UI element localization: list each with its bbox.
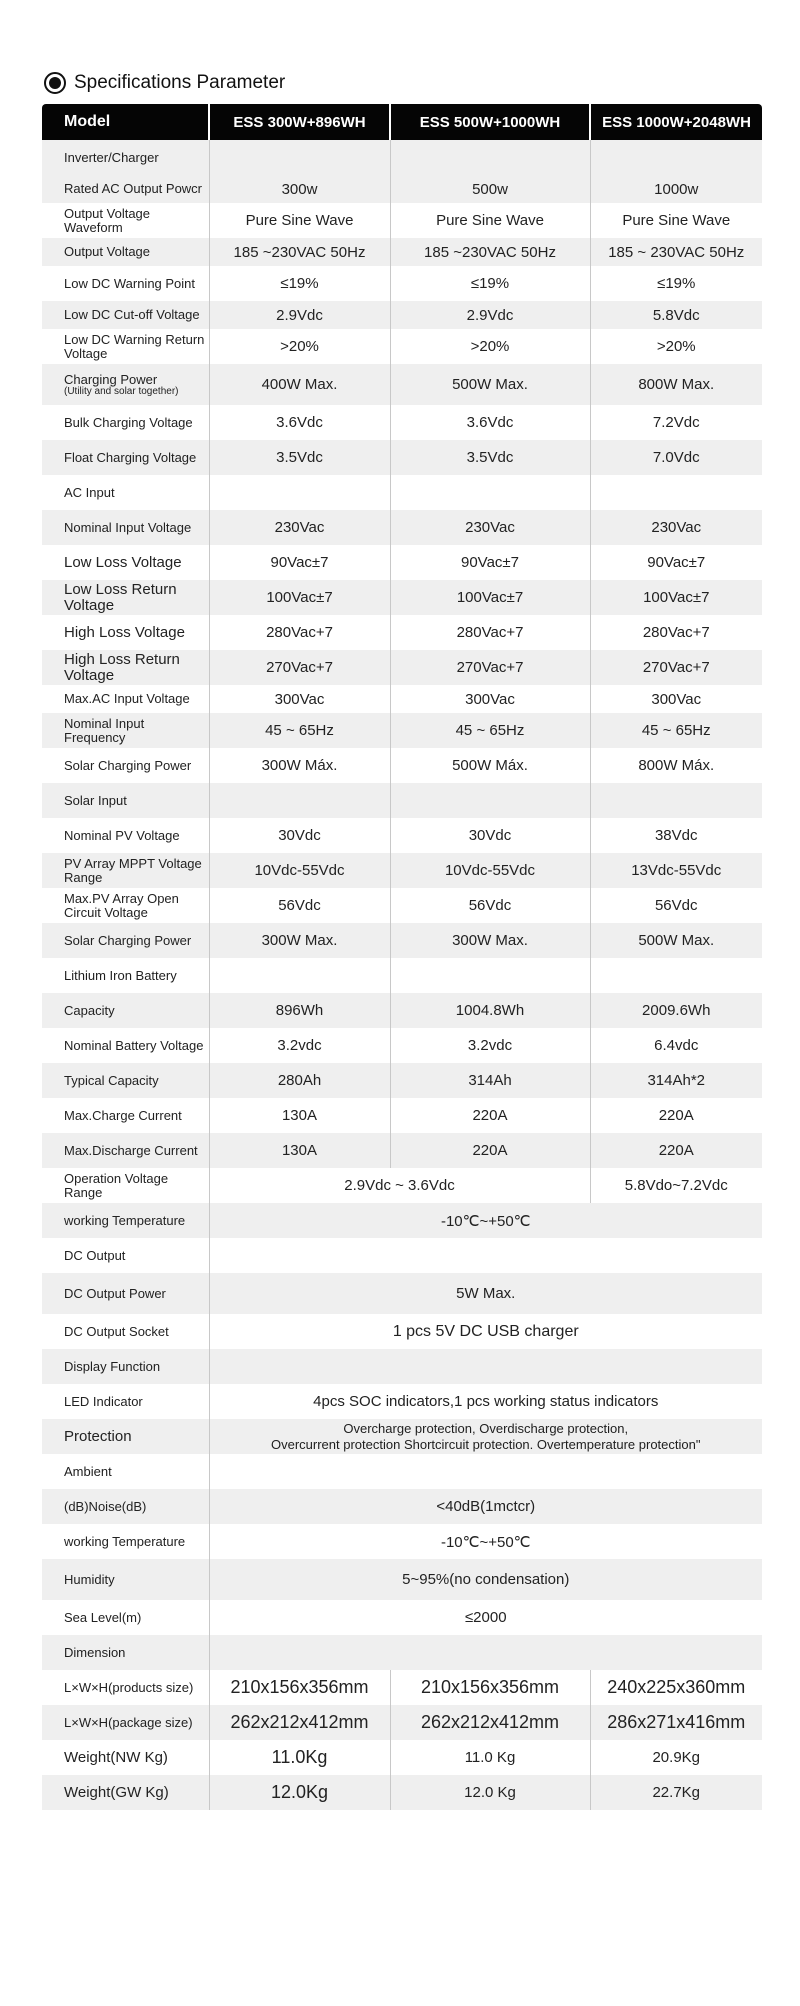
row-label: Typical Capacity — [42, 1063, 209, 1098]
row-label: L×W×H(products size) — [42, 1670, 209, 1705]
cell-value: 280Ah — [209, 1063, 390, 1098]
cell-value: 220A — [390, 1098, 590, 1133]
row-label: Nominal Input Frequency — [42, 713, 209, 748]
section-row — [42, 1635, 762, 1670]
cell-value: 300W Max. — [209, 923, 390, 958]
row-label: Low DC Warning Return Voltage — [42, 329, 209, 364]
cell-value: 56Vdc — [209, 888, 390, 923]
table-row — [42, 1168, 762, 1203]
table-row — [42, 1063, 762, 1098]
row-label: (dB)Noise(dB) — [42, 1489, 209, 1524]
table-row — [42, 301, 762, 329]
table-row — [42, 238, 762, 266]
table-row — [42, 1133, 762, 1168]
header-ess-500: ESS 500W+1000WH — [390, 104, 590, 140]
table-row — [42, 748, 762, 783]
cell-value: 280Vac+7 — [209, 615, 390, 650]
table-row — [42, 1203, 762, 1238]
cell-value: 262x212x412mm — [209, 1705, 390, 1740]
cell-value: 800W Max. — [590, 364, 762, 405]
row-label: Float Charging Voltage — [42, 440, 209, 475]
cell-value: 220A — [590, 1133, 762, 1168]
row-label: working Temperature — [42, 1203, 209, 1238]
row-label: PV Array MPPT Voltage Range — [42, 853, 209, 888]
row-label — [42, 364, 209, 405]
section-display-function: Display Function — [42, 1349, 209, 1384]
charging-power-sublabel: (Utility and solar together) — [64, 385, 179, 397]
section-row — [42, 1238, 762, 1273]
cell-value: 1 pcs 5V DC USB charger — [209, 1314, 762, 1349]
radio-bullet-icon — [44, 72, 66, 94]
cell-value: 280Vac+7 — [390, 615, 590, 650]
cell-value: 230Vac — [390, 510, 590, 545]
row-label: Capacity — [42, 993, 209, 1028]
row-label: Max.Discharge Current — [42, 1133, 209, 1168]
cell-value: 7.2Vdc — [590, 405, 762, 440]
cell-value: 400W Max. — [209, 364, 390, 405]
protection-line-2: Overcurrent protection Shortcircuit protection. Overtemperature protection" — [271, 1436, 701, 1452]
cell-value: 500W Max. — [390, 364, 590, 405]
cell-value: 1004.8Wh — [390, 993, 590, 1028]
cell-value: 7.0Vdc — [590, 440, 762, 475]
cell-value: ≤2000 — [209, 1600, 762, 1635]
table-row — [42, 1098, 762, 1133]
cell-value: 185 ~230VAC 50Hz — [209, 238, 390, 266]
cell-value: 56Vdc — [390, 888, 590, 923]
section-inverter-charger: Inverter/Charger — [42, 140, 209, 175]
cell-value: 3.2vdc — [209, 1028, 390, 1063]
header-ess-1000: ESS 1000W+2048WH — [590, 104, 762, 140]
row-label: Output Voltage Waveform — [42, 203, 209, 238]
cell-value: 3.6Vdc — [390, 405, 590, 440]
row-label: Solar Charging Power — [42, 923, 209, 958]
cell-value: 280Vac+7 — [590, 615, 762, 650]
section-row — [42, 958, 762, 993]
table-row — [42, 615, 762, 650]
table-row — [42, 888, 762, 923]
row-label: Weight(GW Kg) — [42, 1775, 209, 1810]
cell-value: 22.7Kg — [590, 1775, 762, 1810]
cell-value: 2009.6Wh — [590, 993, 762, 1028]
cell-value: 286x271x416mm — [590, 1705, 762, 1740]
table-row — [42, 1419, 762, 1454]
cell-value: 45 ~ 65Hz — [209, 713, 390, 748]
heading-title: Specifications Parameter — [74, 72, 286, 93]
cell-value: 500W Máx. — [390, 748, 590, 783]
cell-value: 90Vac±7 — [209, 545, 390, 580]
table-row — [42, 1314, 762, 1349]
cell-value: 220A — [390, 1133, 590, 1168]
cell-value: 4pcs SOC indicators,1 pcs working status indicators — [209, 1384, 762, 1419]
section-ambient: Ambient — [42, 1454, 209, 1489]
cell-value: 300Vac — [590, 685, 762, 713]
cell-value: 5W Max. — [209, 1273, 762, 1314]
row-label: Operation Voltage Range — [42, 1168, 209, 1203]
cell-value: 1000w — [590, 175, 762, 203]
table-row — [42, 993, 762, 1028]
section-ac-input: AC Input — [42, 475, 209, 510]
row-label: Max.AC Input Voltage — [42, 685, 209, 713]
section-row — [42, 475, 762, 510]
cell-value: 314Ah — [390, 1063, 590, 1098]
protection-line-1: Overcharge protection, Overdischarge protection, — [343, 1420, 629, 1436]
row-label: Low Loss Voltage — [42, 545, 209, 580]
row-label: Output Voltage — [42, 238, 209, 266]
cell-value: 300Vac — [209, 685, 390, 713]
table-row — [42, 923, 762, 958]
row-label: High Loss Voltage — [42, 615, 209, 650]
cell-value: 185 ~230VAC 50Hz — [390, 238, 590, 266]
table-row — [42, 1273, 762, 1314]
cell-value: 3.2vdc — [390, 1028, 590, 1063]
cell-value: 30Vdc — [209, 818, 390, 853]
table-row — [42, 580, 762, 615]
cell-value: 12.0 Kg — [390, 1775, 590, 1810]
row-label: L×W×H(package size) — [42, 1705, 209, 1740]
table-row — [42, 405, 762, 440]
cell-value: 210x156x356mm — [209, 1670, 390, 1705]
cell-value: 5.8Vdc — [590, 301, 762, 329]
row-label: Max.PV Array Open Circuit Voltage — [42, 888, 209, 923]
header-ess-300: ESS 300W+896WH — [209, 104, 390, 140]
cell-value: 230Vac — [590, 510, 762, 545]
table-header-row — [42, 104, 762, 140]
row-label: working Temperature — [42, 1524, 209, 1559]
table-row — [42, 1600, 762, 1635]
table-row — [42, 1740, 762, 1775]
row-label: Rated AC Output Powcr — [42, 175, 209, 203]
section-solar-input: Solar Input — [42, 783, 209, 818]
row-label: Low DC Cut-off Voltage — [42, 301, 209, 329]
cell-value: >20% — [590, 329, 762, 364]
table-row — [42, 818, 762, 853]
cell-value: 240x225x360mm — [590, 1670, 762, 1705]
section-row — [42, 1454, 762, 1489]
section-lithium-iron-battery: Lithium Iron Battery — [42, 958, 209, 993]
cell-value: 20.9Kg — [590, 1740, 762, 1775]
row-label: Sea Level(m) — [42, 1600, 209, 1635]
cell-value: 130A — [209, 1133, 390, 1168]
table-row — [42, 203, 762, 238]
table-row — [42, 1670, 762, 1705]
cell-value: 500W Max. — [590, 923, 762, 958]
cell-value: 100Vac±7 — [209, 580, 390, 615]
cell-value: 10Vdc-55Vdc — [390, 853, 590, 888]
cell-value: ≤19% — [390, 266, 590, 301]
row-label: Nominal Input Voltage — [42, 510, 209, 545]
spec-heading — [44, 68, 285, 98]
table-row — [42, 266, 762, 301]
cell-value: 45 ~ 65Hz — [390, 713, 590, 748]
cell-value: 130A — [209, 1098, 390, 1133]
table-row — [42, 1775, 762, 1810]
table-row — [42, 545, 762, 580]
cell-value: >20% — [209, 329, 390, 364]
cell-value: Pure Sine Wave — [209, 203, 390, 238]
cell-value: 2.9Vdc — [390, 301, 590, 329]
row-label: Solar Charging Power — [42, 748, 209, 783]
section-row — [42, 1349, 762, 1384]
cell-value: >20% — [390, 329, 590, 364]
cell-value: 5~95%(no condensation) — [209, 1559, 762, 1600]
cell-value: 300W Máx. — [209, 748, 390, 783]
row-label: Humidity — [42, 1559, 209, 1600]
cell-value: 45 ~ 65Hz — [590, 713, 762, 748]
table-row — [42, 175, 762, 203]
cell-value: 500w — [390, 175, 590, 203]
row-label: Protection — [42, 1419, 209, 1454]
table-row — [42, 853, 762, 888]
table-row — [42, 364, 762, 405]
row-label: Nominal PV Voltage — [42, 818, 209, 853]
row-label: Bulk Charging Voltage — [42, 405, 209, 440]
table-row — [42, 329, 762, 364]
cell-value: Pure Sine Wave — [590, 203, 762, 238]
cell-value: 300W Max. — [390, 923, 590, 958]
cell-value: -10℃~+50℃ — [209, 1203, 762, 1238]
header-model: Model — [42, 104, 209, 140]
table-row — [42, 1384, 762, 1419]
cell-value: 300w — [209, 175, 390, 203]
cell-value: 270Vac+7 — [390, 650, 590, 685]
charging-power-label: Charging Power — [64, 371, 158, 387]
table-row — [42, 1489, 762, 1524]
section-dc-output: DC Output — [42, 1238, 209, 1273]
table-row — [42, 1524, 762, 1559]
specifications-table — [42, 104, 762, 1810]
table-row — [42, 713, 762, 748]
cell-value: 3.6Vdc — [209, 405, 390, 440]
cell-value: 262x212x412mm — [390, 1705, 590, 1740]
cell-value: 2.9Vdc — [209, 301, 390, 329]
section-dimension: Dimension — [42, 1635, 209, 1670]
table-row — [42, 1559, 762, 1600]
table-row — [42, 685, 762, 713]
row-label: LED Indicator — [42, 1384, 209, 1419]
cell-value: 5.8Vdo~7.2Vdc — [590, 1168, 762, 1203]
cell-value: 3.5Vdc — [390, 440, 590, 475]
row-label: Nominal Battery Voltage — [42, 1028, 209, 1063]
row-label: Max.Charge Current — [42, 1098, 209, 1133]
table-row — [42, 440, 762, 475]
cell-value: 270Vac+7 — [590, 650, 762, 685]
cell-value: 2.9Vdc ~ 3.6Vdc — [209, 1168, 590, 1203]
section-row — [42, 783, 762, 818]
cell-value: 100Vac±7 — [390, 580, 590, 615]
cell-value: 100Vac±7 — [590, 580, 762, 615]
cell-value: 220A — [590, 1098, 762, 1133]
cell-value: 90Vac±7 — [390, 545, 590, 580]
cell-value: -10℃~+50℃ — [209, 1524, 762, 1559]
cell-value: 3.5Vdc — [209, 440, 390, 475]
cell-value: 10Vdc-55Vdc — [209, 853, 390, 888]
table-row — [42, 1705, 762, 1740]
cell-value: 314Ah*2 — [590, 1063, 762, 1098]
cell-value: 230Vac — [209, 510, 390, 545]
section-row — [42, 140, 762, 175]
cell-value: 56Vdc — [590, 888, 762, 923]
cell-value: 210x156x356mm — [390, 1670, 590, 1705]
row-label: Weight(NW Kg) — [42, 1740, 209, 1775]
cell-value: Pure Sine Wave — [390, 203, 590, 238]
cell-value: <40dB(1mctcr) — [209, 1489, 762, 1524]
cell-value: ≤19% — [590, 266, 762, 301]
cell-value: 30Vdc — [390, 818, 590, 853]
cell-value: 800W Máx. — [590, 748, 762, 783]
row-label: Low Loss Return Voltage — [42, 580, 209, 615]
cell-value: ≤19% — [209, 266, 390, 301]
cell-value: 90Vac±7 — [590, 545, 762, 580]
cell-value: 896Wh — [209, 993, 390, 1028]
cell-value: 11.0 Kg — [390, 1740, 590, 1775]
row-label: DC Output Socket — [42, 1314, 209, 1349]
cell-value: 13Vdc-55Vdc — [590, 853, 762, 888]
cell-value: 270Vac+7 — [209, 650, 390, 685]
cell-value: 300Vac — [390, 685, 590, 713]
cell-value: 6.4vdc — [590, 1028, 762, 1063]
table-row — [42, 1028, 762, 1063]
table-row — [42, 510, 762, 545]
row-label: Low DC Warning Point — [42, 266, 209, 301]
cell-value — [209, 1419, 762, 1454]
table-row — [42, 650, 762, 685]
cell-value: 11.0Kg — [209, 1740, 390, 1775]
cell-value: 185 ~ 230VAC 50Hz — [590, 238, 762, 266]
cell-value: 12.0Kg — [209, 1775, 390, 1810]
cell-value: 38Vdc — [590, 818, 762, 853]
row-label: DC Output Power — [42, 1273, 209, 1314]
row-label: High Loss Return Voltage — [42, 650, 209, 685]
